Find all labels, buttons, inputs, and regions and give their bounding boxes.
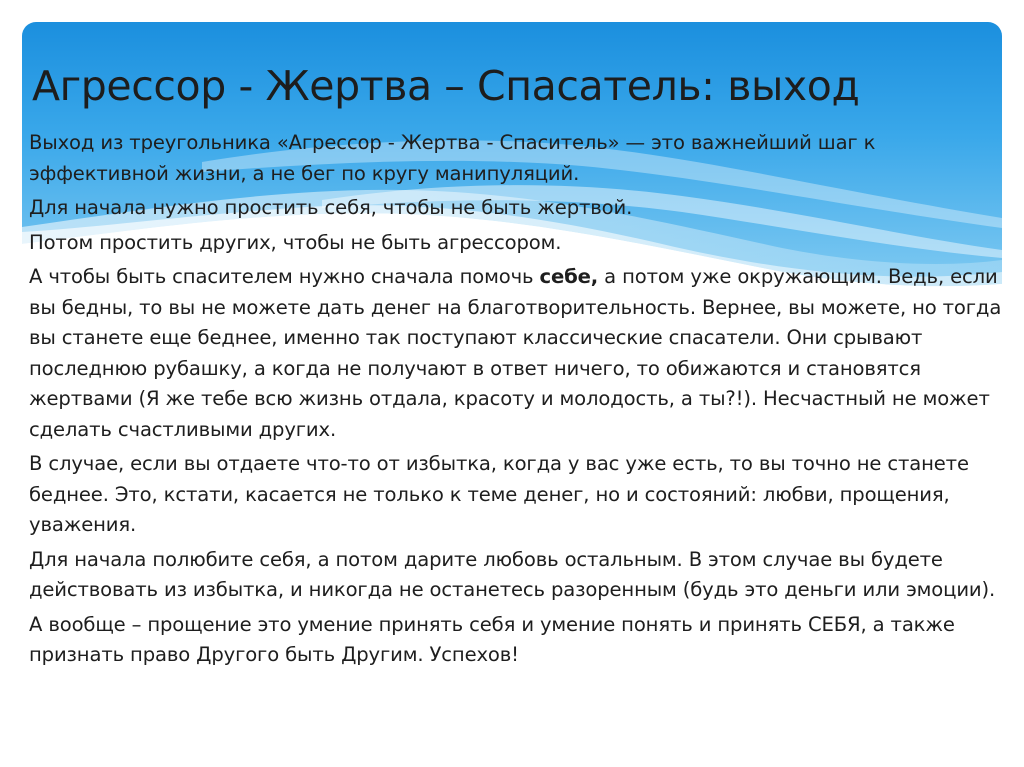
slide-title: Агрессор - Жертва – Спасатель: выход xyxy=(32,62,860,110)
paragraph-2: Для начала нужно простить себя, чтобы не быть жертвой. xyxy=(29,196,633,219)
paragraph-4 xyxy=(29,262,1002,445)
paragraph-4-bold: себе, xyxy=(539,265,599,288)
paragraph-5: В случае, если вы отдаете что-то от избытка, когда у вас уже есть, то вы точно не станете беднее. Это, кстати, касается не только к теме денег, но и состояний: любви, прощения, уважения. xyxy=(29,452,969,536)
paragraph-4-part-1: А чтобы быть спасителем нужно сначала помочь xyxy=(29,265,540,288)
paragraph-7: А вообще – прощение это умение принять себя и умение понять и принять СЕБЯ, а также признать право Другого быть Другим. Успехов! xyxy=(29,612,955,666)
slide-frame xyxy=(22,22,1002,767)
paragraph-4-part-2: а потом уже окружающим. Ведь, если вы бедны, то вы не можете дать денег на благотворительность. Вернее, вы можете, но тогда вы станете еще беднее, именно так поступают классические спасатели. Они срывают последнюю рубашку, а когда не получают в ответ ничего, то обижаются и становятся жертвами (Я же тебе всю жизнь отдала, красоту и молодость, а ты?!). Несчастный не может сделать счастливыми других. xyxy=(29,265,1002,441)
slide-body xyxy=(29,128,1002,675)
paragraph-6: Для начала полюбите себя, а потом дарите любовь остальным. В этом случае вы будете действовать из избытка, и никогда не останетесь разоренным (будь это деньги или эмоции). xyxy=(29,547,996,601)
paragraph-1: Выход из треугольника «Агрессор - Жертва - Спаситель» — это важнейший шаг к эффективной жизни, а не бег по кругу манипуляций. xyxy=(29,131,876,185)
paragraph-3: Потом простить других, чтобы не быть агрессором. xyxy=(29,230,562,254)
